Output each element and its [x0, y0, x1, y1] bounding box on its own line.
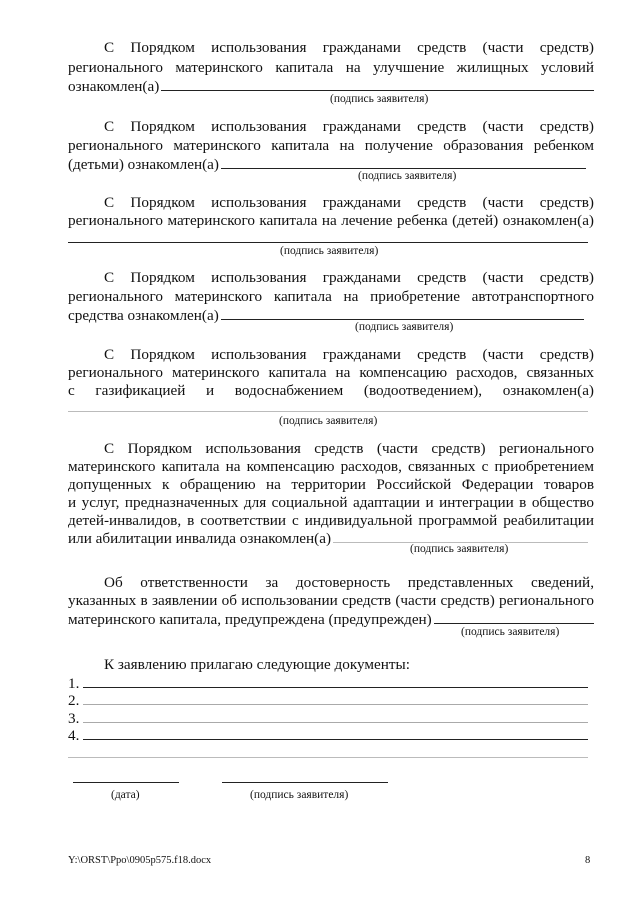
p3-line-2: регионального материнского капитала на лечение ребенка (детей) ознакомлен(а) [68, 212, 594, 229]
p6-line-6 [68, 528, 588, 548]
p1-line-1: С Порядком использования гражданами средств (части средств) [104, 39, 594, 56]
p5-line-2: регионального материнского капитала на компенсацию расходов, связанных [68, 364, 594, 381]
p5-line-1: С Порядком использования гражданами средств (части средств) [104, 346, 594, 363]
date-caption: (дата) [111, 789, 140, 801]
p7-signature-caption: (подпись заявителя) [461, 626, 560, 638]
p5-line-3: с газификацией и водоснабжением (водоотведением), ознакомлен(а) [68, 382, 594, 399]
p5-signature-caption: (подпись заявителя) [279, 415, 378, 427]
page-number: 8 [585, 855, 591, 866]
p4-line-2: регионального материнского капитала на приобретение автотранспортного [68, 288, 594, 305]
p2-line-1: С Порядком использования гражданами средств (части средств) [104, 118, 594, 135]
p7-signature-field[interactable] [434, 609, 594, 624]
attachment-field-4[interactable] [83, 725, 588, 740]
attachment-field-3[interactable] [83, 708, 588, 723]
footer-file-path: Y:\ORST\Ppo\0905p575.f18.docx [68, 855, 212, 866]
p4-signature-caption: (подпись заявителя) [355, 321, 454, 333]
p4-line-1: С Порядком использования гражданами средств (части средств) [104, 269, 594, 286]
signature-field[interactable] [222, 782, 388, 783]
attachment-number: 1. [68, 675, 80, 692]
p7-line-1: Об ответственности за достоверность представленных сведений, [104, 574, 594, 591]
attachment-field-2[interactable] [83, 690, 588, 705]
attachment-extra-line[interactable] [68, 757, 588, 758]
p2-line-3 [68, 154, 586, 174]
p2-signature-field[interactable] [221, 154, 586, 169]
p4-signature-field[interactable] [221, 305, 584, 320]
p2-line-2: регионального материнского капитала на получение образования ребенком [68, 137, 594, 154]
attachment-item-2 [68, 690, 588, 710]
attachment-number: 4. [68, 727, 80, 744]
attachment-number: 3. [68, 710, 80, 727]
p6-line-3: допущенных к обращению на территории Российской Федерации товаров [68, 476, 594, 493]
p6-line-2: материнского капитала на компенсацию расходов, связанных с приобретением [68, 458, 594, 475]
p4-line-3-text: средства ознакомлен(а) [68, 307, 219, 324]
p1-signature-field[interactable] [161, 76, 594, 91]
p4-line-3 [68, 305, 584, 325]
p5-signature-field[interactable] [68, 411, 588, 412]
p1-line-2: регионального материнского капитала на улучшение жилищных условий [68, 59, 594, 76]
p6-line-5: детей-инвалидов, в соответствии с индивидуальной программой реабилитации [68, 512, 594, 529]
p6-signature-caption: (подпись заявителя) [410, 543, 509, 555]
attachment-number: 2. [68, 692, 80, 709]
p7-line-3-text: материнского капитала, предупреждена (предупрежден) [68, 611, 432, 628]
signature-caption: (подпись заявителя) [250, 789, 349, 801]
p2-line-3-text: (детьми) ознакомлен(а) [68, 156, 219, 173]
attachments-heading: К заявлению прилагаю следующие документы: [104, 656, 410, 673]
p6-line-4: и услуг, предназначенных для социальной адаптации и интеграции в общество [68, 494, 594, 511]
p2-signature-caption: (подпись заявителя) [358, 170, 457, 182]
attachment-field-1[interactable] [83, 673, 588, 688]
p3-line-1: С Порядком использования гражданами средств (части средств) [104, 194, 594, 211]
p3-signature-field[interactable] [68, 242, 588, 243]
p1-line-3-text: ознакомлен(а) [68, 78, 160, 95]
p6-line-1: С Порядком использования средств (части средств) регионального [104, 440, 594, 457]
p6-signature-field[interactable] [333, 528, 588, 543]
attachment-item-4 [68, 725, 588, 745]
date-field[interactable] [73, 782, 179, 783]
p6-line-6-text: или абилитации инвалида ознакомлен(а) [68, 530, 332, 547]
p7-line-2: указанных в заявлении об использовании средств (части средств) регионального [68, 592, 594, 609]
p1-signature-caption: (подпись заявителя) [330, 93, 429, 105]
p3-signature-caption: (подпись заявителя) [280, 245, 379, 257]
